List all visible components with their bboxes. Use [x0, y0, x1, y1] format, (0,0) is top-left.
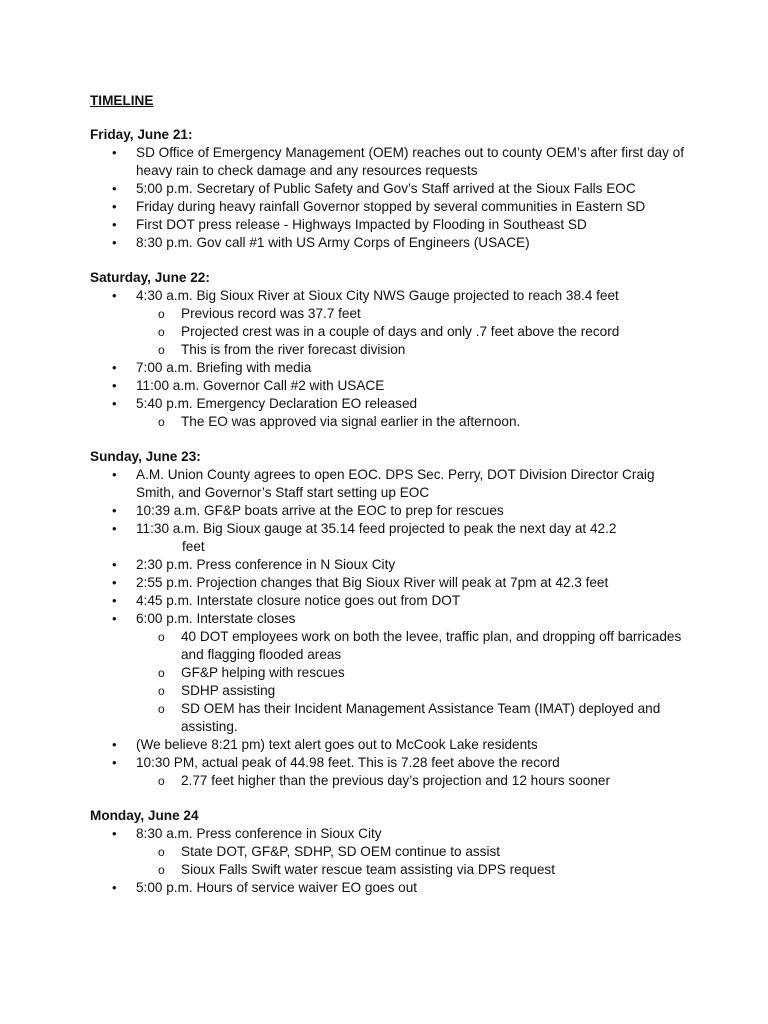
bullet-circle-icon: o: [158, 325, 165, 339]
event-item: [90, 754, 690, 790]
sub-event-text: Previous record was 37.7 feet: [181, 306, 361, 321]
bullet-circle-icon: o: [158, 774, 165, 788]
timeline-section: [90, 269, 690, 431]
event-item: [90, 736, 690, 754]
event-text: 10:30 PM, actual peak of 44.98 feet. This is 7.28 feet above the record: [136, 755, 560, 770]
event-text: 11:00 a.m. Governor Call #2 with USACE: [136, 378, 385, 393]
bullet-dot-icon: •: [112, 503, 117, 518]
sub-event-text: SD OEM has their Incident Management Assistance Team (IMAT) deployed and assisting.: [181, 701, 661, 734]
event-item: [90, 287, 690, 359]
sub-event-text: GF&P helping with rescues: [181, 665, 345, 680]
bullet-dot-icon: •: [112, 217, 117, 232]
bullet-dot-icon: •: [112, 521, 117, 536]
event-text: 5:00 p.m. Secretary of Public Safety and Gov’s Staff arrived at the Sioux Falls EOC: [136, 181, 636, 196]
sub-event-item: [136, 682, 690, 700]
bullet-dot-icon: •: [112, 378, 117, 393]
sub-event-item: [136, 323, 690, 341]
sub-event-list: [136, 628, 690, 736]
bullet-dot-icon: •: [112, 467, 117, 482]
day-heading: Saturday, June 22:: [90, 270, 210, 285]
bullet-circle-icon: o: [158, 666, 165, 680]
bullet-dot-icon: •: [112, 199, 117, 214]
bullet-dot-icon: •: [112, 755, 117, 770]
event-item: [90, 377, 690, 395]
bullet-dot-icon: •: [112, 396, 117, 411]
event-item: [90, 395, 690, 431]
event-text: Friday during heavy rainfall Governor stopped by several communities in Eastern SD: [136, 199, 646, 214]
sub-event-item: [136, 341, 690, 359]
event-text: 2:55 p.m. Projection changes that Big Sioux River will peak at 7pm at 42.3 feet: [136, 575, 609, 590]
event-text-continuation: feet: [182, 539, 205, 554]
event-text: (We believe 8:21 pm) text alert goes out to McCook Lake residents: [136, 737, 538, 752]
event-list: [90, 466, 690, 790]
event-item: [90, 574, 690, 592]
bullet-dot-icon: •: [112, 880, 117, 895]
event-item: [90, 502, 690, 520]
bullet-circle-icon: o: [158, 684, 165, 698]
event-item: [90, 466, 690, 502]
bullet-circle-icon: o: [158, 307, 165, 321]
sub-event-item: [136, 305, 690, 323]
event-list: [90, 825, 690, 897]
day-heading: Monday, June 24: [90, 808, 199, 823]
day-heading: Friday, June 21:: [90, 127, 193, 142]
sub-event-item: [136, 664, 690, 682]
event-item: [90, 234, 690, 252]
sub-event-item: [136, 861, 690, 879]
document-title: TIMELINE: [90, 93, 154, 108]
sub-event-text: Projected crest was in a couple of days and only .7 feet above the record: [181, 324, 620, 339]
sub-event-text: State DOT, GF&P, SDHP, SD OEM continue to assist: [181, 844, 501, 859]
bullet-circle-icon: o: [158, 863, 165, 877]
sub-event-text: 2.77 feet higher than the previous day’s projection and 12 hours sooner: [181, 773, 610, 788]
event-text: 7:00 a.m. Briefing with media: [136, 360, 312, 375]
bullet-dot-icon: •: [112, 593, 117, 608]
event-item: [90, 879, 690, 897]
bullet-dot-icon: •: [112, 611, 117, 626]
bullet-dot-icon: •: [112, 575, 117, 590]
sub-event-item: [136, 843, 690, 861]
event-list: [90, 287, 690, 431]
sub-event-text: 40 DOT employees work on both the levee, traffic plan, and dropping off barricades and flagging flooded areas: [181, 629, 682, 662]
event-text: SD Office of Emergency Management (OEM) reaches out to county OEM’s after first day of heavy rain to check damage and any resources requests: [136, 145, 685, 178]
bullet-dot-icon: •: [112, 235, 117, 250]
event-item: [90, 216, 690, 234]
event-text: 4:45 p.m. Interstate closure notice goes out from DOT: [136, 593, 461, 608]
bullet-circle-icon: o: [158, 630, 165, 644]
bullet-dot-icon: •: [112, 145, 117, 160]
bullet-circle-icon: o: [158, 415, 165, 429]
event-item: [90, 592, 690, 610]
event-text: 2:30 p.m. Press conference in N Sioux City: [136, 557, 396, 572]
document-page: [90, 92, 690, 914]
bullet-circle-icon: o: [158, 702, 165, 716]
bullet-circle-icon: o: [158, 845, 165, 859]
event-text: 5:40 p.m. Emergency Declaration EO released: [136, 396, 418, 411]
sub-event-text: This is from the river forecast division: [181, 342, 406, 357]
timeline-section: [90, 126, 690, 252]
event-text: 11:30 a.m. Big Sioux gauge at 35.14 feed projected to peak the next day at 42.2: [136, 521, 617, 536]
event-text: 10:39 a.m. GF&P boats arrive at the EOC to prep for rescues: [136, 503, 504, 518]
event-item: [90, 556, 690, 574]
bullet-dot-icon: •: [112, 360, 117, 375]
bullet-dot-icon: •: [112, 737, 117, 752]
sub-event-item: [136, 628, 690, 664]
event-item: [90, 520, 690, 556]
event-text: A.M. Union County agrees to open EOC. DPS Sec. Perry, DOT Division Director Craig Smith, and Governor’s Staff start setting up EOC: [136, 467, 655, 500]
bullet-dot-icon: •: [112, 557, 117, 572]
sub-event-text: Sioux Falls Swift water rescue team assisting via DPS request: [181, 862, 555, 877]
timeline-section: [90, 807, 690, 897]
sub-event-list: [136, 843, 690, 879]
sub-event-item: [136, 700, 690, 736]
event-item: [90, 180, 690, 198]
sub-event-list: [136, 305, 690, 359]
sub-event-text: The EO was approved via signal earlier in the afternoon.: [181, 414, 521, 429]
event-text: 5:00 p.m. Hours of service waiver EO goes out: [136, 880, 418, 895]
event-item: [90, 825, 690, 879]
event-text: First DOT press release - Highways Impacted by Flooding in Southeast SD: [136, 217, 587, 232]
sub-event-item: [136, 772, 690, 790]
event-text: 4:30 a.m. Big Sioux River at Sioux City NWS Gauge projected to reach 38.4 feet: [136, 288, 619, 303]
event-item: [90, 198, 690, 216]
event-text: 8:30 p.m. Gov call #1 with US Army Corps of Engineers (USACE): [136, 235, 530, 250]
event-item: [90, 359, 690, 377]
event-item: [90, 144, 690, 180]
event-text: 8:30 a.m. Press conference in Sioux City: [136, 826, 382, 841]
bullet-circle-icon: o: [158, 343, 165, 357]
bullet-dot-icon: •: [112, 826, 117, 841]
bullet-dot-icon: •: [112, 181, 117, 196]
sub-event-list: [136, 413, 690, 431]
sub-event-text: SDHP assisting: [181, 683, 276, 698]
day-heading: Sunday, June 23:: [90, 449, 201, 464]
sub-event-list: [136, 772, 690, 790]
sub-event-item: [136, 413, 690, 431]
event-list: [90, 144, 690, 252]
event-text: 6:00 p.m. Interstate closes: [136, 611, 296, 626]
timeline-section: [90, 448, 690, 790]
bullet-dot-icon: •: [112, 288, 117, 303]
timeline-sections: [90, 126, 690, 897]
event-item: [90, 610, 690, 736]
